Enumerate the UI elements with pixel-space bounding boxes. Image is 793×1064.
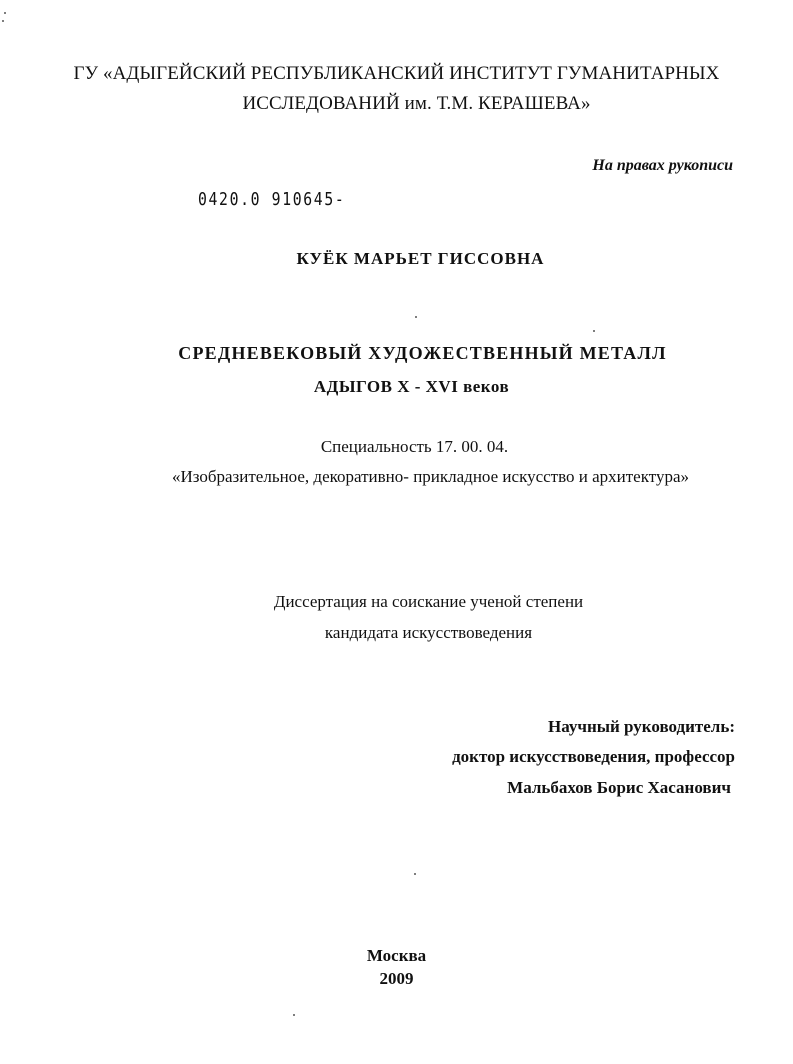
scan-speck <box>593 330 595 332</box>
scan-speck <box>414 873 416 875</box>
scan-speck <box>293 1014 295 1016</box>
dissertation-degree-line-2: кандидата искусствоведения <box>324 623 533 642</box>
manuscript-rights-label: На правах рукописи <box>592 157 733 174</box>
dissertation-title-line-1: СРЕДНЕВЕКОВЫЙ ХУДОЖЕСТВЕННЫЙ МЕТАЛЛ <box>178 343 667 363</box>
author-name: КУЁК МАРЬЕТ ГИССОВНА <box>296 249 545 268</box>
registration-stamp-code: 0420.0 910645- <box>198 189 346 210</box>
supervisor-heading: Научный руководитель: <box>548 717 735 736</box>
city: Москва <box>366 946 427 965</box>
specialty-code: Специальность 17. 00. 04. <box>320 437 509 456</box>
specialty-name: «Изобразительное, декоративно- прикладное искусство и архитектура» <box>171 467 690 486</box>
scan-speck <box>2 20 4 22</box>
scan-speck <box>4 12 6 14</box>
institution-line-1: ГУ «АДЫГЕЙСКИЙ РЕСПУБЛИКАНСКИЙ ИНСТИТУТ ГУМАНИТАРНЫХ <box>73 63 720 84</box>
supervisor-degree: доктор искусствоведения, профессор <box>452 747 735 766</box>
dissertation-title-line-2: АДЫГОВ X - XVI веков <box>313 377 510 396</box>
scan-speck <box>415 316 417 318</box>
dissertation-degree-line-1: Диссертация на соискание ученой степени <box>273 592 584 611</box>
institution-line-2: ИССЛЕДОВАНИЙ им. Т.М. КЕРАШЕВА» <box>242 93 591 114</box>
year: 2009 <box>379 969 414 988</box>
supervisor-name: Мальбахов Борис Хасанович <box>507 778 731 797</box>
